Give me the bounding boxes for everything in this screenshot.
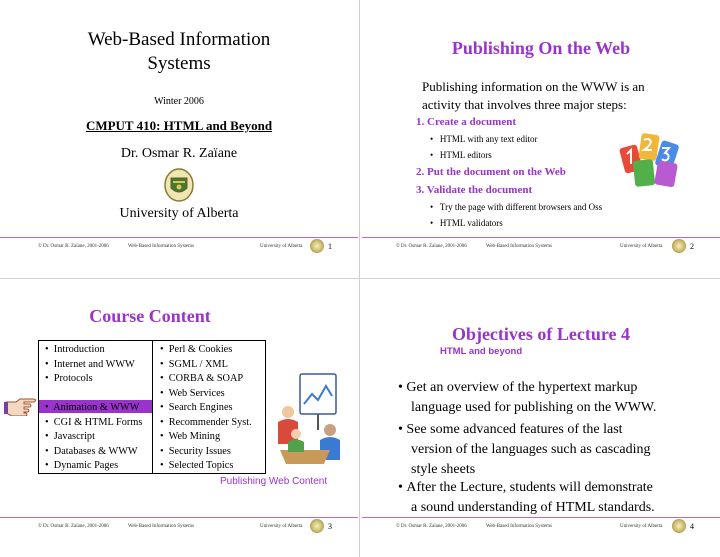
crest-icon [672, 239, 686, 253]
course-title: CMPUT 410: HTML and Beyond [85, 118, 273, 133]
right-topic-item: • Search Engines [160, 402, 233, 413]
step-1-sub-2: • HTML editors [430, 150, 492, 160]
table-column-divider [152, 340, 153, 474]
slide-3-caption: Publishing Web Content [220, 476, 328, 487]
slide-3-footer: © Dr. Osmar R. Zaïane, 2001-2006 Web-Based Information Systems University of Alberta 3 [0, 517, 358, 536]
step-3-sub-1: • Try the page with different browsers and Oss [430, 202, 603, 212]
right-topic-item: • Selected Topics [160, 460, 234, 471]
horizontal-divider [0, 278, 720, 279]
slide-1-footer: © Dr. Osmar R. Zaïane, 2001-2006 Web-Based Information Systems University of Alberta 1 [0, 237, 358, 256]
slide-1-title: Web-Based Information Systems [87, 29, 271, 74]
page-number: 1 [328, 242, 332, 251]
term: Winter 2006 [154, 96, 204, 107]
right-topic-item: • CORBA & SOAP [160, 373, 244, 384]
crest-icon [310, 519, 324, 533]
right-topic-item: • Perl & Cookies [160, 344, 233, 355]
slide-2-title: Publishing On the Web [451, 38, 631, 58]
intro-text: Publishing information on the WWW is an activity that involves three major steps: [422, 79, 645, 112]
left-topic-item: • Javascript [45, 431, 95, 442]
step-3-sub-2: • HTML validators [430, 218, 503, 228]
slide-4-title: Objectives of Lecture 4 [451, 324, 631, 344]
slide-2-footer: © Dr. Osmar R. Zaïane, 2001-2006 Web-Based Information Systems University of Alberta 2 [362, 237, 720, 256]
left-topic-item: • Introduction [45, 344, 105, 355]
slide-1 [0, 0, 358, 277]
step-2: 2. Put the document on the Web [416, 166, 566, 178]
slide-4-subtitle: HTML and beyond [440, 346, 523, 357]
crest-icon [310, 239, 324, 253]
right-topic-item: • Web Mining [160, 431, 221, 442]
page-number: 2 [690, 242, 694, 251]
left-topic-item: • Internet and WWW [45, 358, 135, 370]
slide-3-title: Course Content [89, 306, 211, 326]
objective-3: • After the Lecture, students will demonstrate a sound understanding of HTML standards. [398, 480, 655, 515]
university-crest-icon [162, 168, 196, 202]
left-topic-item: • Databases & WWW [45, 445, 138, 457]
left-topic-item: • Protocols [45, 373, 93, 384]
step-1: 1. Create a document [416, 116, 516, 128]
meeting-clipart-icon [270, 370, 350, 470]
right-topic-item: • Web Services [160, 387, 225, 399]
step-3: 3. Validate the document [416, 184, 533, 196]
slide-3 [0, 280, 358, 557]
step-1-sub-1: • HTML with any text editor [430, 134, 538, 144]
objective-2: • See some advanced features of the last version of the languages such as cascading style sheets [398, 422, 651, 477]
crest-icon [672, 519, 686, 533]
left-topic-item: • HTML and beyond [45, 387, 139, 399]
page-number: 3 [328, 522, 332, 531]
institution: University of Alberta [119, 206, 239, 221]
author: Dr. Osmar R. Zaïane [120, 146, 238, 161]
numbers-clipart-icon [618, 128, 688, 190]
slide-4-footer: © Dr. Osmar R. Zaïane, 2001-2006 Web-Based Information Systems University of Alberta 4 [362, 517, 720, 536]
slide-2 [362, 0, 720, 277]
left-topic-item: • CGI & HTML Forms [45, 416, 143, 428]
slide-4 [362, 280, 720, 557]
left-topic-item: • Dynamic Pages [45, 460, 119, 471]
right-topic-item: • Recommender Syst. [160, 416, 252, 428]
pointing-hand-icon [4, 394, 38, 416]
right-topic-item: • SGML / XML [160, 358, 228, 370]
objective-1: • Get an overview of the hypertext markup language used for publishing on the WWW. [398, 380, 657, 415]
left-topic-item: • Animation & WWW [45, 402, 140, 413]
page-number: 4 [690, 522, 694, 531]
right-topic-item: • Security Issues [160, 445, 231, 457]
